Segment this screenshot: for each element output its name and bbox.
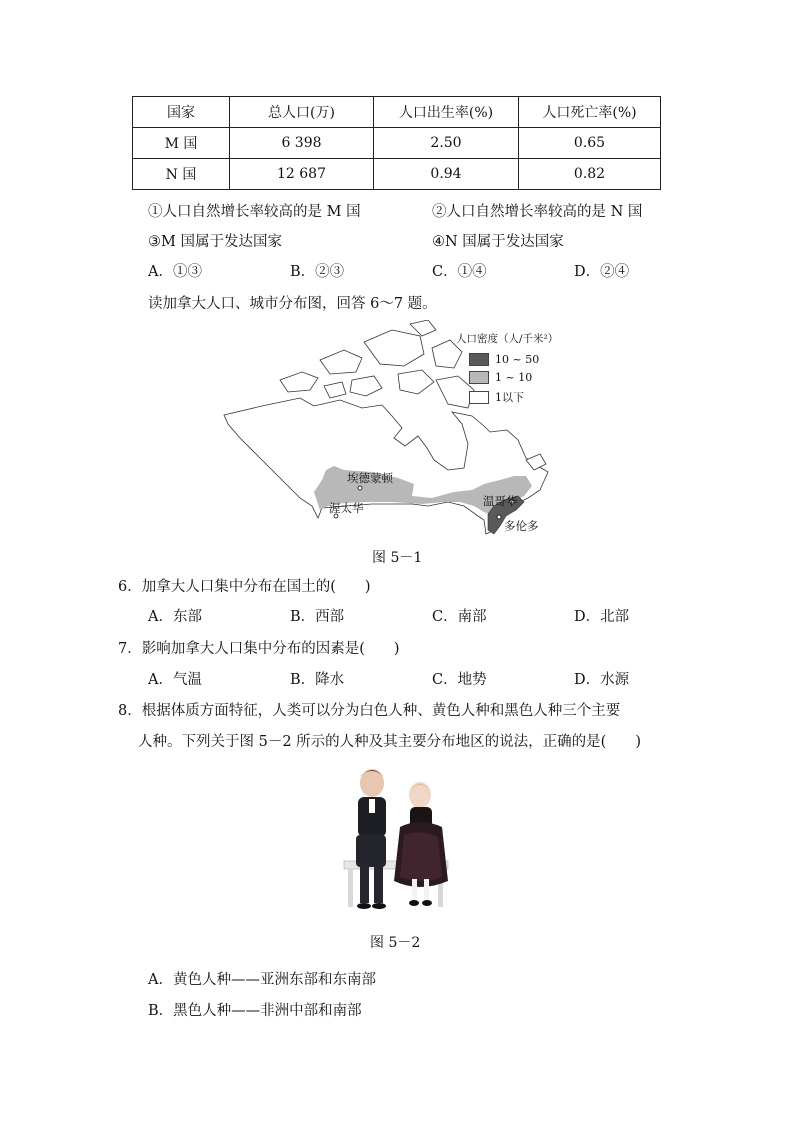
table-row <box>133 159 661 190</box>
q7-stem: 7．影响加拿大人口集中分布的因素是( ) <box>118 641 400 657</box>
q5-option-b: B．②③ <box>290 264 345 280</box>
statement-4: ④N 国属于发达国家 <box>432 234 564 250</box>
city-dot <box>497 515 501 519</box>
table-header-row <box>133 97 661 128</box>
arctic-island <box>280 372 318 392</box>
q7-option-a: A．气温 <box>148 672 202 688</box>
arctic-island <box>410 320 436 336</box>
q5-option-a: A．①③ <box>148 264 202 280</box>
statement-2: ②人口自然增长率较高的是 N 国 <box>432 204 643 220</box>
arctic-island <box>320 350 362 374</box>
map-intro: 读加拿大人口、城市分布图，回答 6～7 题。 <box>148 296 437 312</box>
city-label-edmonton: 埃德蒙顿 <box>347 471 393 485</box>
population-table <box>132 96 661 190</box>
q6-option-b: B．西部 <box>290 609 345 625</box>
figure-caption: 图 5－1 <box>372 550 423 566</box>
table-cell: M 国 <box>133 128 230 159</box>
q8-option-a: A．黄色人种——亚洲东部和东南部 <box>148 972 376 988</box>
table-cell: 0.94 <box>374 159 519 190</box>
arctic-island <box>350 376 382 396</box>
q7-option-b: B．降水 <box>290 672 345 688</box>
q5-option-c: C．①④ <box>432 264 487 280</box>
q6-option-d: D．北部 <box>574 609 630 625</box>
legend-swatch <box>469 391 489 404</box>
arctic-island <box>398 370 434 394</box>
q6-stem: 6．加拿大人口集中分布在国土的( ) <box>118 579 371 595</box>
city-dot <box>358 486 362 490</box>
q7-option-c: C．地势 <box>432 672 487 688</box>
legend-swatch <box>469 353 489 366</box>
legend-item <box>469 389 524 405</box>
legend-label: 1 ~ 10 <box>495 371 533 384</box>
q8-stem-line1: 8．根据体质方面特征，人类可以分为白色人种、黄色人种和黑色人种三个主要 <box>118 703 621 719</box>
table-header: 国家 <box>133 97 230 128</box>
table-row <box>133 128 661 159</box>
arctic-island <box>324 382 346 398</box>
legend-item <box>469 353 539 366</box>
city-label-vancouver: 温哥华 <box>483 494 518 508</box>
q8-stem-line2: 人种。下列关于图 5－2 所示的人种及其主要分布地区的说法，正确的是( ) <box>138 734 641 750</box>
legend-title: 人口密度（人/千米²） <box>456 333 559 345</box>
statement-1: ①人口自然增长率较高的是 M 国 <box>148 204 361 220</box>
arctic-island <box>364 330 424 366</box>
q6-option-c: C．南部 <box>432 609 487 625</box>
city-label-ottawa: 渥太华 <box>329 501 364 515</box>
legend-label: 1以下 <box>495 391 524 404</box>
table-cell: 0.82 <box>519 159 661 190</box>
children-photo <box>338 761 455 911</box>
legend-swatch <box>469 371 489 384</box>
q7-option-d: D．水源 <box>574 672 630 688</box>
table-header: 总人口(万) <box>230 97 374 128</box>
q8-option-b: B．黑色人种——非洲中部和南部 <box>148 1003 362 1019</box>
table-header: 人口出生率(%) <box>374 97 519 128</box>
table-cell: 6 398 <box>230 128 374 159</box>
q6-option-a: A．东部 <box>148 609 202 625</box>
table-cell: N 国 <box>133 159 230 190</box>
figure-caption: 图 5－2 <box>370 935 421 951</box>
table-cell: 0.65 <box>519 128 661 159</box>
table-cell: 12 687 <box>230 159 374 190</box>
table-header: 人口死亡率(%) <box>519 97 661 128</box>
legend-label: 10 ~ 50 <box>495 353 540 366</box>
city-label-toronto: 多伦多 <box>504 519 539 533</box>
statement-3: ③M 国属于发达国家 <box>148 234 282 250</box>
table-cell: 2.50 <box>374 128 519 159</box>
legend-item <box>469 371 532 384</box>
q5-option-d: D．②④ <box>574 264 630 280</box>
